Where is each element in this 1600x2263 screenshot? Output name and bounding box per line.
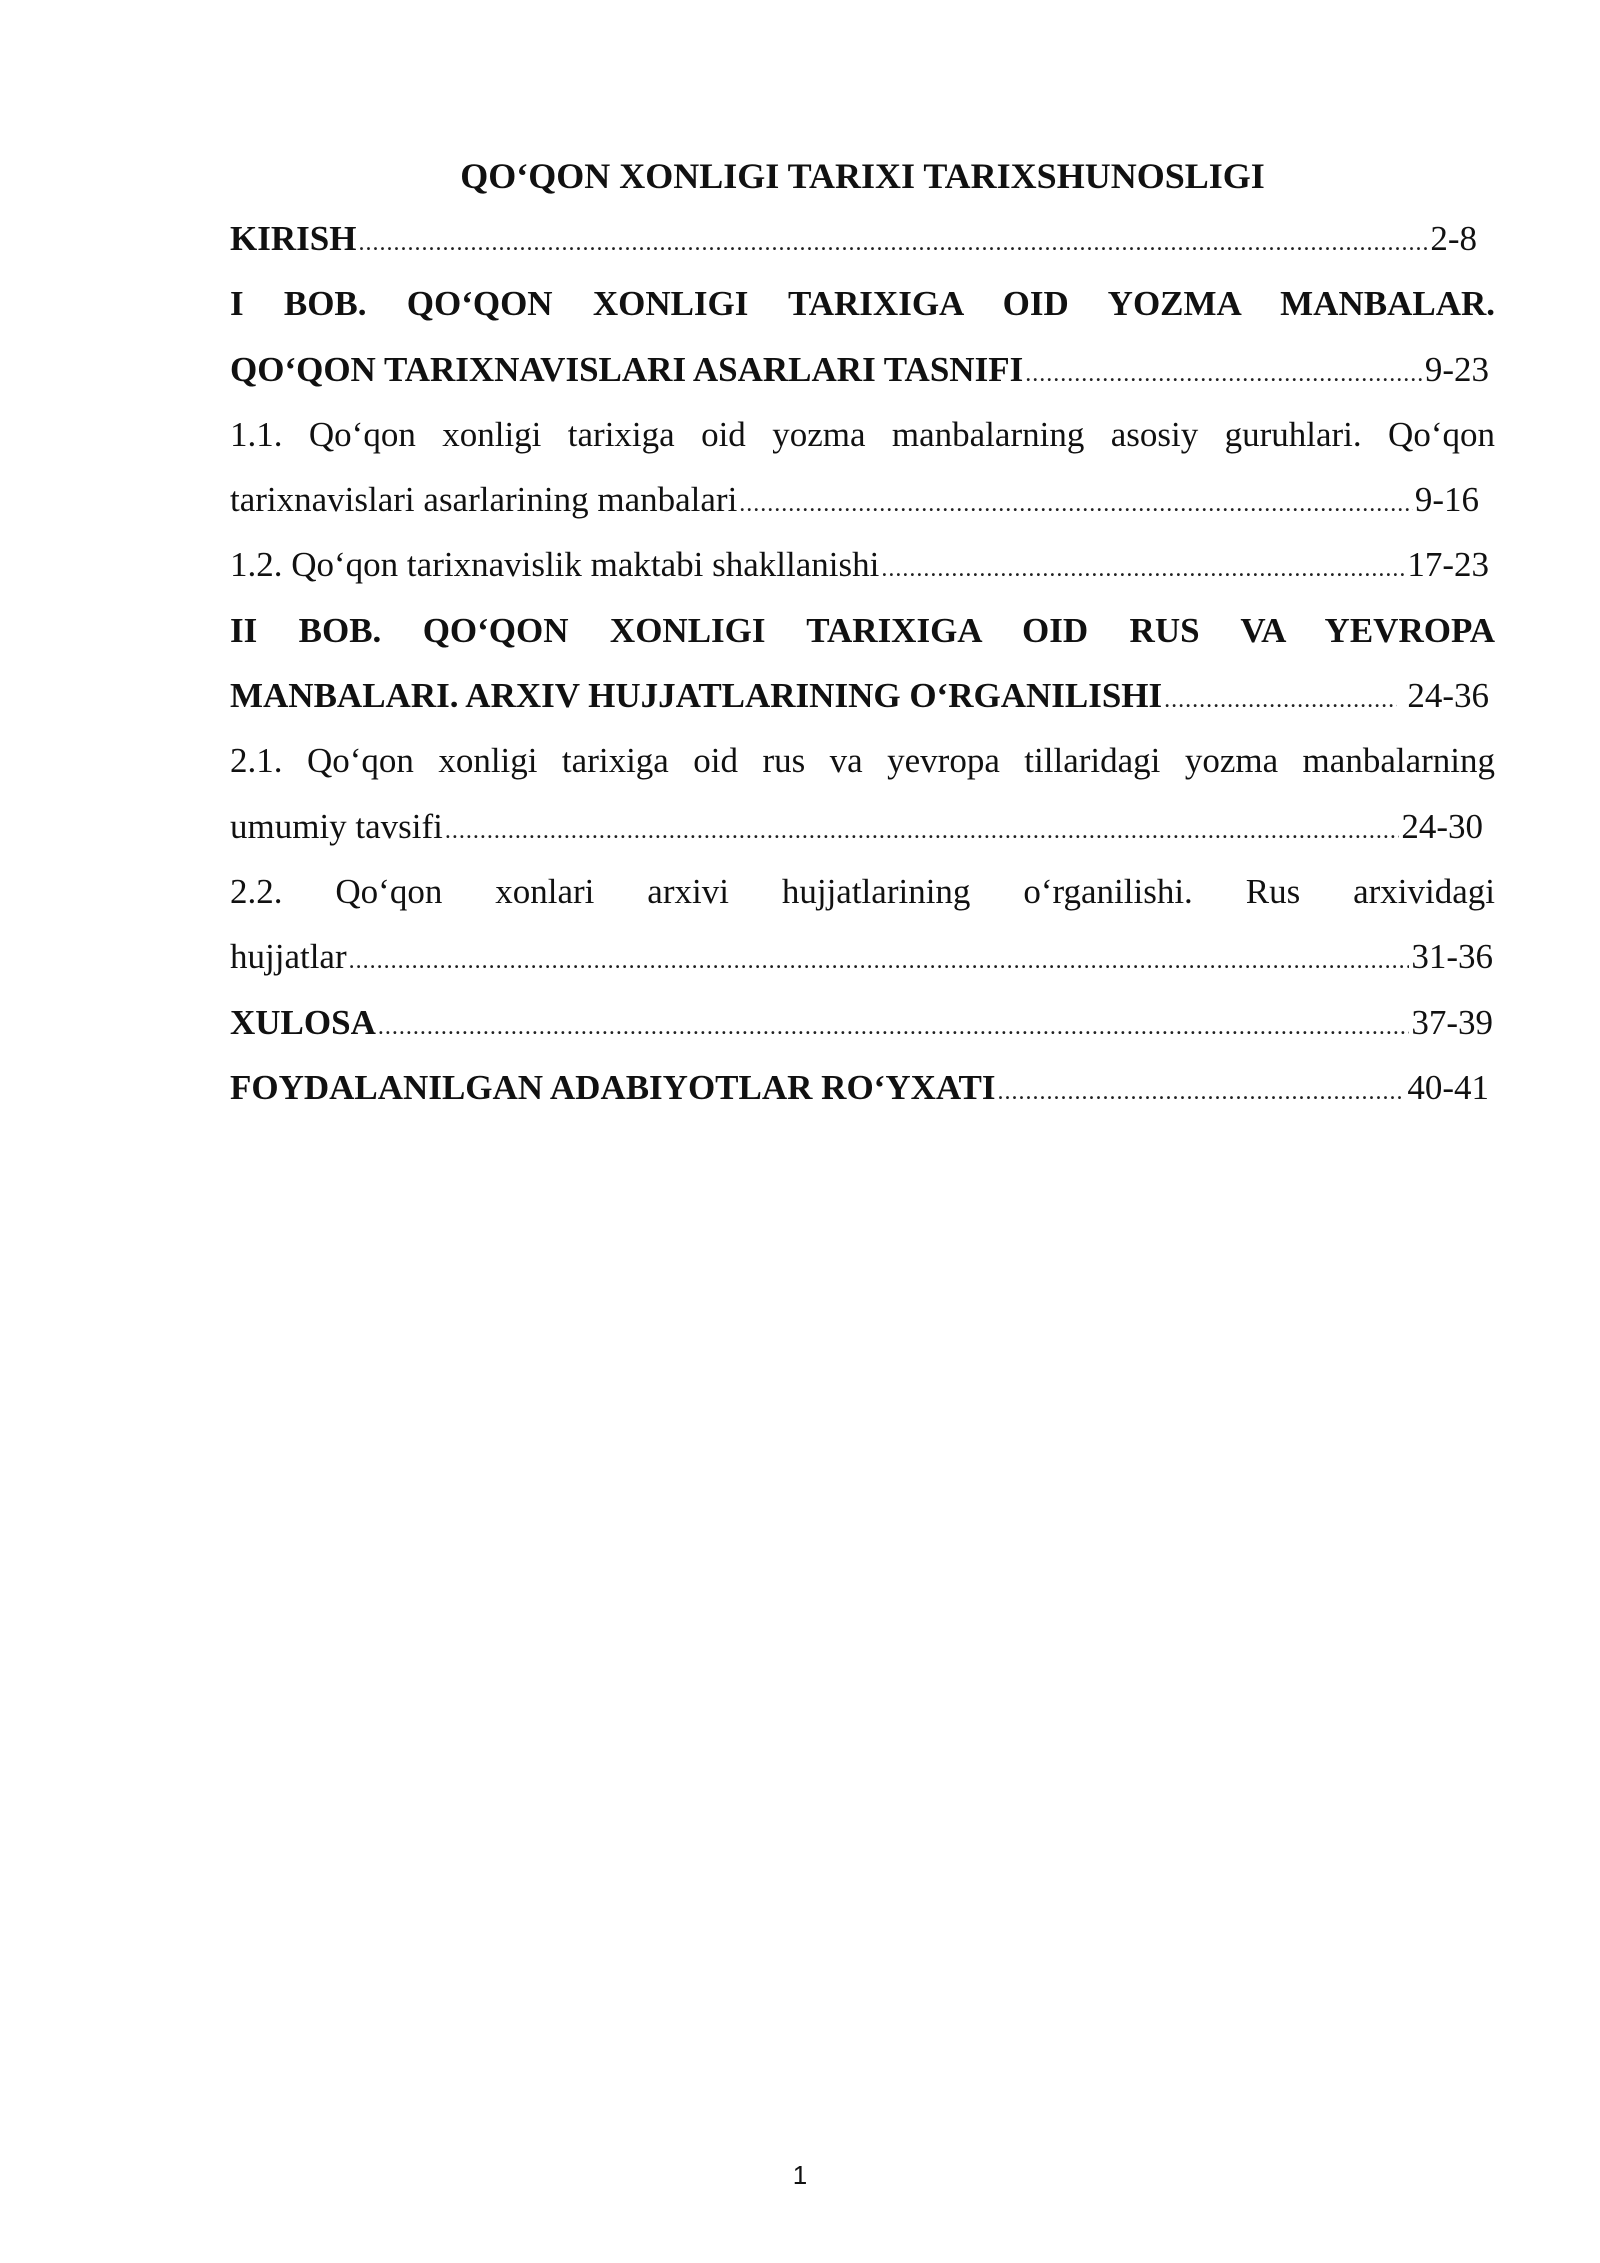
toc-label: MANBALARI. ARXIV HUJJATLARINING O‘RGANILISHI <box>230 676 1163 716</box>
toc-entry-bob1-line2[interactable] <box>230 337 1495 402</box>
toc-label: tarixnavislari asarlarining manbalari <box>230 480 738 520</box>
toc-label: umumiy tavsifi <box>230 806 443 846</box>
dot-leader <box>1164 668 1397 728</box>
toc-entry-s2-1-line2[interactable] <box>230 794 1495 859</box>
dot-leader <box>998 1060 1406 1120</box>
toc-label: XULOSA <box>230 1002 376 1042</box>
dot-leader <box>739 472 1413 532</box>
dot-leader <box>378 995 1409 1055</box>
toc-pages: 17-23 <box>1407 545 1489 585</box>
toc-label: QO‘QON TARIXNAVISLARI ASARLARI TASNIFI <box>230 349 1024 389</box>
document-title: QO‘QON XONLIGI TARIXI TARIXSHUNOSLIGI <box>460 156 1265 196</box>
dot-leader <box>445 799 1399 859</box>
dot-leader <box>1025 342 1423 402</box>
toc-entry-s2-1-line1[interactable]: 2.1. Qo‘qon xonligi tarixiga oid rus va yevropa tillaridagi yozma manbalarning <box>230 741 1495 781</box>
toc-entry-s1-1-line2[interactable] <box>230 467 1495 532</box>
toc-pages: 9-23 <box>1424 349 1489 389</box>
toc-label: hujjatlar <box>230 937 347 977</box>
toc-entry-bob2-line1[interactable]: II BOB. QO‘QON XONLIGI TARIXIGA OID RUS VA YEVROPA <box>230 610 1495 650</box>
toc-pages: 24-36 <box>1407 676 1489 716</box>
toc-entry-bob1-line1[interactable]: I BOB. QO‘QON XONLIGI TARIXIGA OID YOZMA MANBALAR. <box>230 284 1495 324</box>
toc-pages: 9-16 <box>1414 480 1479 520</box>
toc-entry-s1-2[interactable] <box>230 532 1495 597</box>
toc-entry-kirish[interactable] <box>230 206 1495 271</box>
dot-leader <box>349 929 1410 989</box>
page-number: 1 <box>792 2160 808 2190</box>
toc-pages: 40-41 <box>1407 1067 1489 1107</box>
toc-pages: 31-36 <box>1411 937 1493 977</box>
toc-pages: 24-30 <box>1401 806 1483 846</box>
dot-leader <box>881 537 1405 597</box>
toc-entry-s2-2-line1[interactable]: 2.2. Qo‘qon xonlari arxivi hujjatlarining o‘rganilishi. Rus arxividagi <box>230 871 1495 911</box>
table-of-contents <box>230 146 1495 1120</box>
toc-label: 1.2. Qo‘qon tarixnavislik maktabi shakllanishi <box>230 545 880 585</box>
toc-pages: 37-39 <box>1411 1002 1493 1042</box>
toc-entry-bob2-line2[interactable] <box>230 663 1495 728</box>
toc-entry-s1-1-line1[interactable]: 1.1. Qo‘qon xonligi tarixiga oid yozma manbalarning asosiy guruhlari. Qo‘qon <box>230 414 1495 454</box>
dot-leader <box>358 211 1428 271</box>
toc-entry-s2-2-line2[interactable] <box>230 924 1495 989</box>
toc-pages: 2-8 <box>1430 219 1477 258</box>
toc-entry-xulosa[interactable] <box>230 990 1495 1055</box>
toc-label: KIRISH <box>230 219 357 258</box>
toc-entry-adabiyot[interactable] <box>230 1055 1495 1120</box>
toc-label: FOYDALANILGAN ADABIYOTLAR RO‘YXATI <box>230 1067 996 1107</box>
